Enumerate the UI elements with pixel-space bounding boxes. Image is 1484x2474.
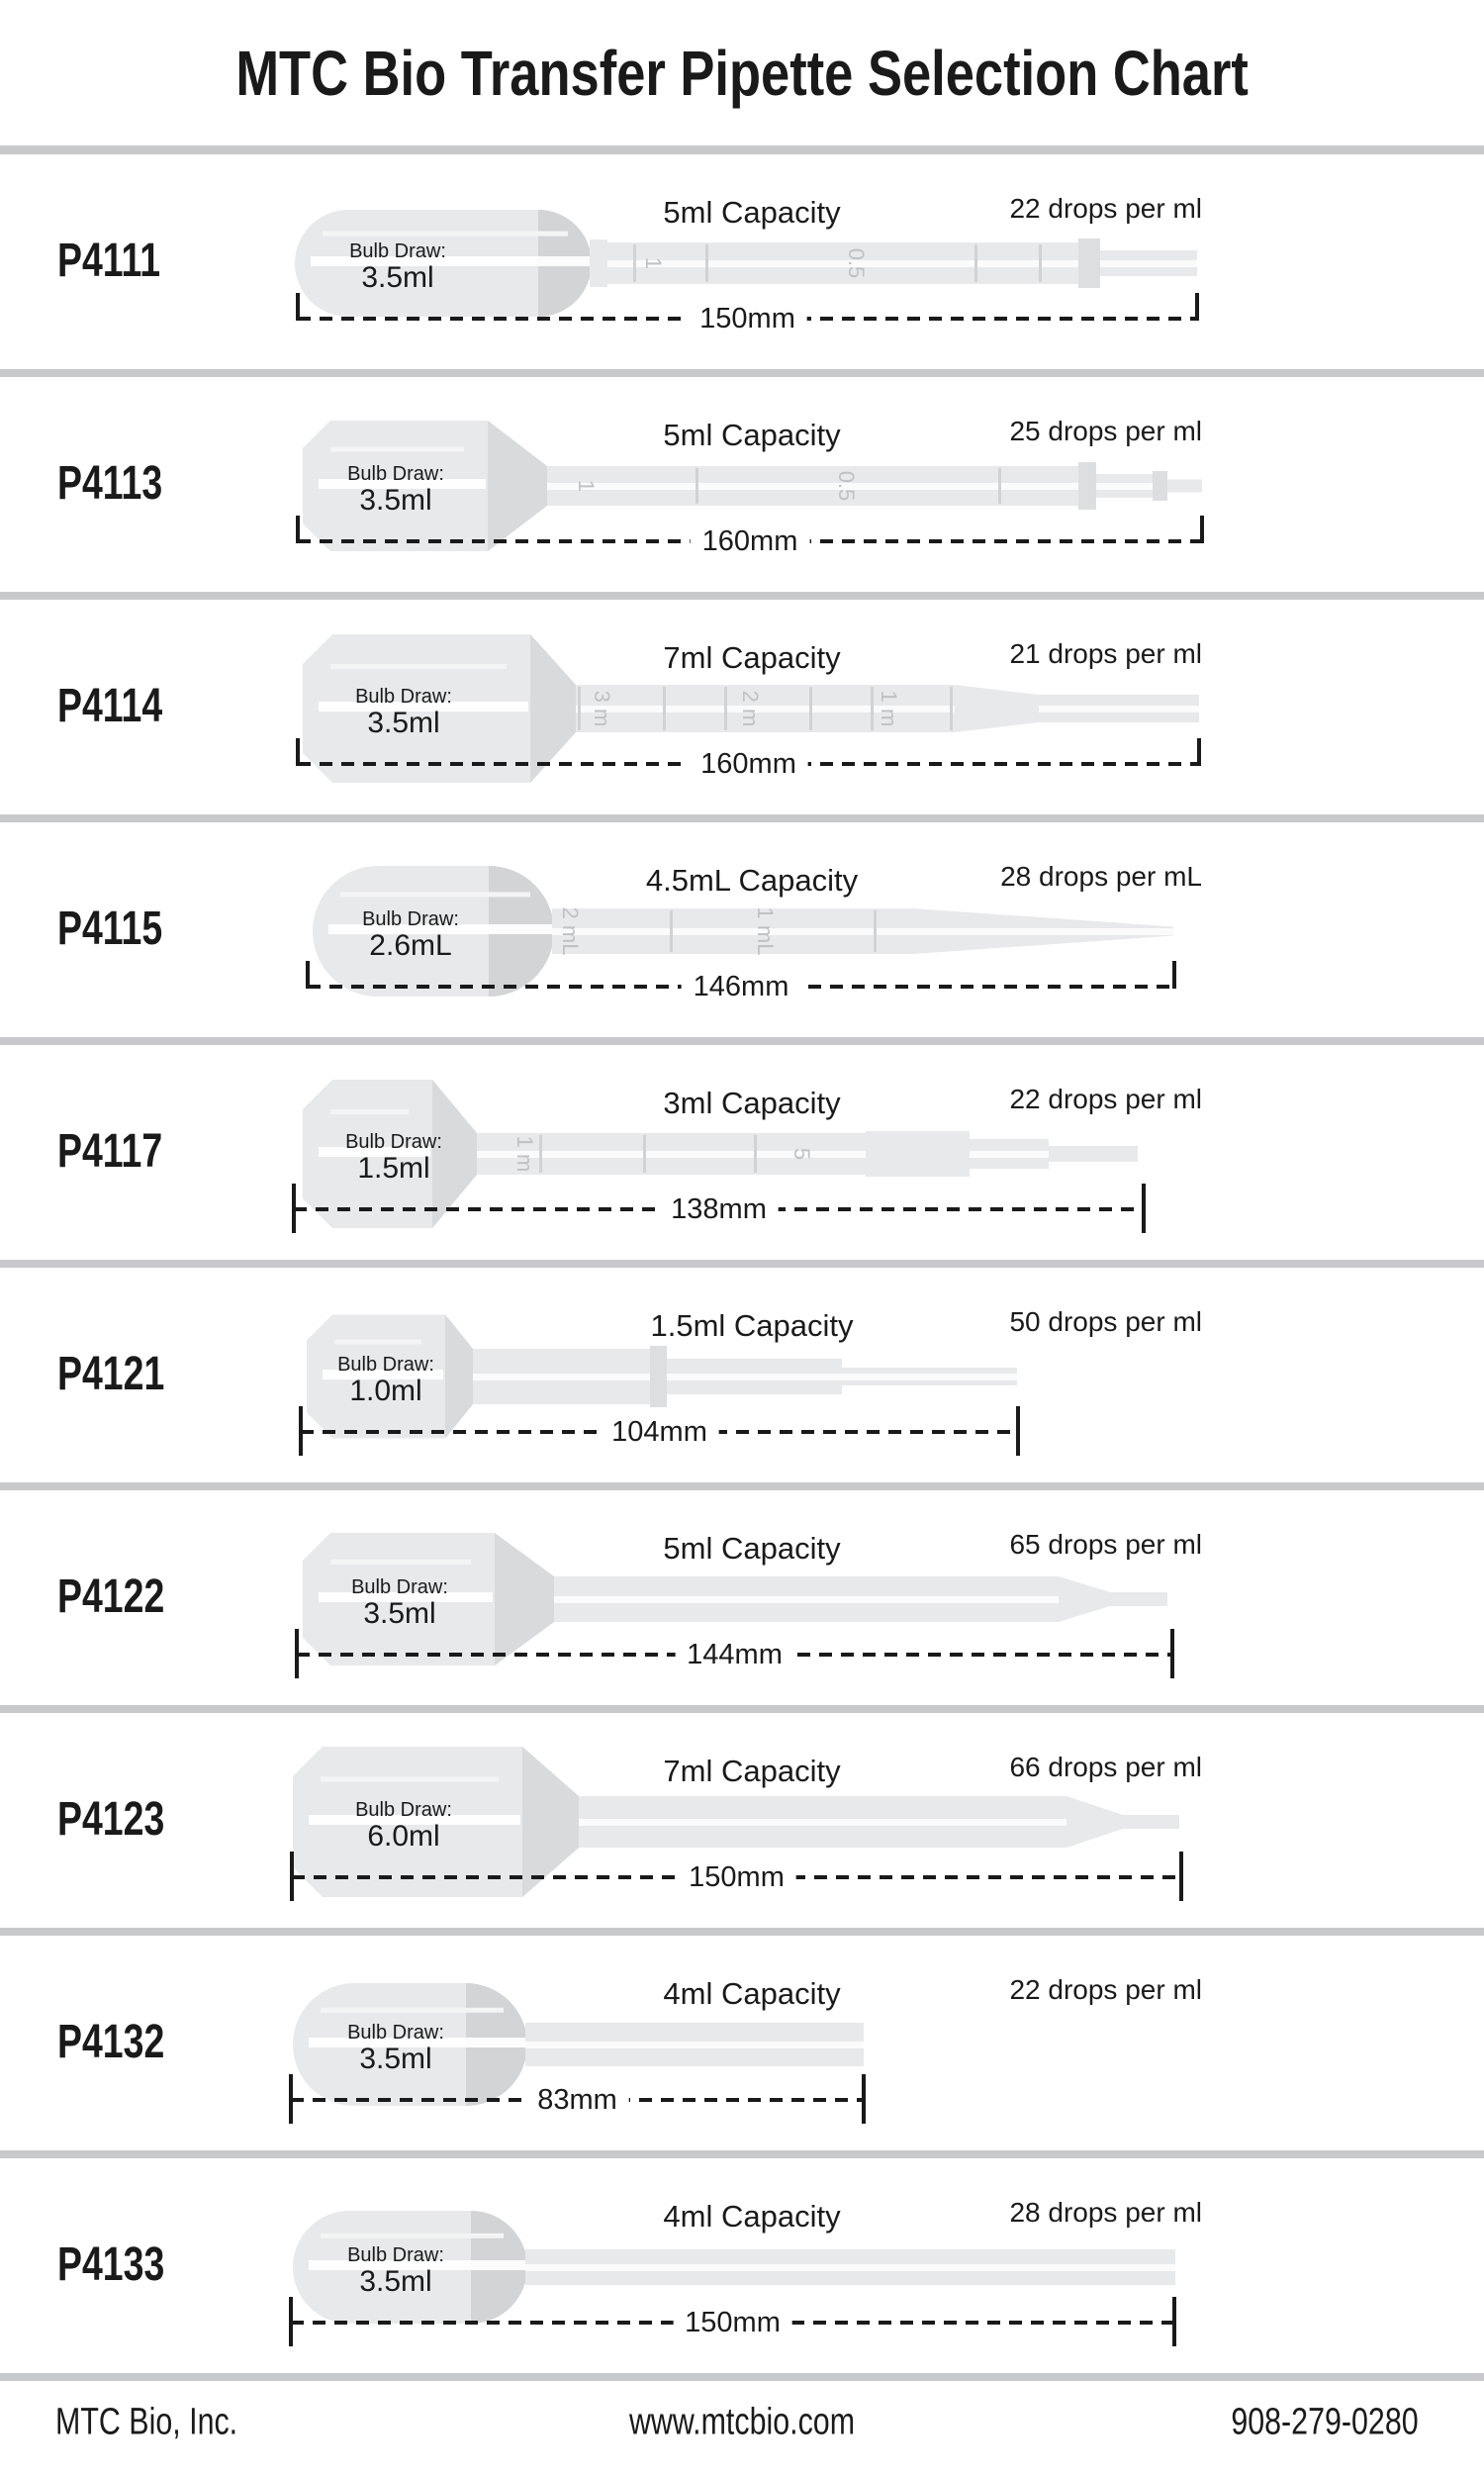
model-number: P4133 xyxy=(57,2238,165,2291)
pipette-row xyxy=(0,1713,1484,1936)
length-label: 138mm xyxy=(659,1191,779,1227)
model-number: P4123 xyxy=(57,1793,165,1846)
drops-per-ml-label: 65 drops per ml xyxy=(1009,1529,1202,1560)
bulb-draw-value: 1.0ml xyxy=(349,1375,422,1407)
drops-per-ml-label: 28 drops per mL xyxy=(1000,861,1202,892)
bulb-draw-label: Bulb Draw: xyxy=(349,240,446,262)
capacity-label: 5ml Capacity xyxy=(663,195,841,230)
capacity-label: 5ml Capacity xyxy=(663,1531,841,1566)
pipette-drawing xyxy=(0,1713,1484,1928)
bulb-draw xyxy=(282,463,510,517)
bulb-draw xyxy=(282,2022,510,2075)
drops-per-ml-label: 22 drops per ml xyxy=(1009,193,1202,224)
bulb-draw-label: Bulb Draw: xyxy=(347,463,444,485)
pipette-drawing xyxy=(0,1936,1484,2150)
bulb-draw-value: 6.0ml xyxy=(367,1820,440,1853)
bulb-draw-label: Bulb Draw: xyxy=(355,686,452,708)
length-label: 160mm xyxy=(691,523,810,559)
drops-per-ml-label: 50 drops per ml xyxy=(1009,1306,1202,1337)
model-number: P4115 xyxy=(57,903,163,955)
bulb-draw-value: 3.5ml xyxy=(359,2265,432,2298)
pipette-row xyxy=(0,1045,1484,1268)
svg-text:0.5: 0.5 xyxy=(834,470,859,502)
bulb-draw-value: 3.5ml xyxy=(367,707,440,739)
pipette-drawing xyxy=(0,2158,1484,2373)
pipette-drawing xyxy=(0,1490,1484,1705)
length-label: 83mm xyxy=(525,2082,629,2118)
svg-text:1 m: 1 m xyxy=(512,1135,537,1173)
length-label: 144mm xyxy=(675,1637,794,1672)
bulb-draw-label: Bulb Draw: xyxy=(345,1131,442,1153)
pipette-row xyxy=(0,154,1484,377)
model-number: P4114 xyxy=(57,680,163,732)
svg-text:1 mL: 1 mL xyxy=(753,906,778,956)
pipette-row xyxy=(0,1936,1484,2158)
bulb-draw xyxy=(282,2244,510,2298)
bulb-draw-value: 2.6mL xyxy=(369,929,452,962)
svg-text:3 m: 3 m xyxy=(590,690,614,727)
svg-text:1 m: 1 m xyxy=(877,690,901,727)
bulb-draw xyxy=(297,908,524,962)
bulb-draw xyxy=(280,1131,508,1185)
pipette-drawing xyxy=(0,822,1484,1037)
svg-text:5: 5 xyxy=(789,1147,814,1161)
length-label: 104mm xyxy=(600,1414,719,1450)
pipette-row xyxy=(0,1490,1484,1713)
svg-text:2 m: 2 m xyxy=(738,690,763,727)
bulb-draw xyxy=(290,686,517,739)
length-label: 146mm xyxy=(682,969,801,1004)
bulb-draw xyxy=(286,1576,513,1630)
pipette-drawing xyxy=(0,1045,1484,1260)
bulb-draw-value: 3.5ml xyxy=(359,2043,432,2075)
capacity-label: 4ml Capacity xyxy=(663,1976,841,2011)
pipette-row xyxy=(0,822,1484,1045)
drops-per-ml-label: 28 drops per ml xyxy=(1009,2197,1202,2228)
bulb-draw-label: Bulb Draw: xyxy=(351,1576,448,1598)
bulb-draw xyxy=(290,1799,517,1853)
pipette-drawing xyxy=(0,154,1484,369)
bulb-draw-value: 3.5ml xyxy=(361,261,434,294)
page-title: MTC Bio Transfer Pipette Selection Chart xyxy=(235,37,1249,109)
bulb-draw xyxy=(272,1354,500,1407)
drops-per-ml-label: 21 drops per ml xyxy=(1009,638,1202,669)
capacity-label: 3ml Capacity xyxy=(663,1086,841,1120)
pipette-rows xyxy=(0,154,1484,2381)
footer-website: www.mtcbio.com xyxy=(628,2401,856,2443)
pipette-row xyxy=(0,377,1484,600)
footer-phone: 908-279-0280 xyxy=(1231,2401,1419,2443)
model-number: P4113 xyxy=(57,457,163,510)
pipette-row xyxy=(0,1268,1484,1490)
svg-text:0.5: 0.5 xyxy=(844,247,869,279)
model-number: P4117 xyxy=(57,1125,163,1178)
bulb-draw-label: Bulb Draw: xyxy=(355,1799,452,1821)
bulb-draw-label: Bulb Draw: xyxy=(362,908,459,930)
length-label: 160mm xyxy=(689,746,808,782)
svg-text:2 mL: 2 mL xyxy=(558,906,583,956)
bulb-draw xyxy=(284,240,511,294)
bulb-draw-value: 3.5ml xyxy=(363,1597,436,1630)
bulb-draw-value: 1.5ml xyxy=(357,1152,430,1185)
pipette-drawing xyxy=(0,377,1484,592)
drops-per-ml-label: 66 drops per ml xyxy=(1009,1752,1202,1782)
capacity-label: 4ml Capacity xyxy=(663,2199,841,2234)
drops-per-ml-label: 25 drops per ml xyxy=(1009,416,1202,446)
bulb-draw-label: Bulb Draw: xyxy=(347,2022,444,2044)
model-number: P4122 xyxy=(57,1570,165,1623)
length-label: 150mm xyxy=(688,301,807,336)
drops-per-ml-label: 22 drops per ml xyxy=(1009,1084,1202,1114)
drops-per-ml-label: 22 drops per ml xyxy=(1009,1974,1202,2005)
footer xyxy=(0,2381,1484,2464)
capacity-label: 5ml Capacity xyxy=(663,418,841,452)
capacity-label: 7ml Capacity xyxy=(663,1754,841,1788)
svg-text:1: 1 xyxy=(574,479,599,493)
pipette-drawing xyxy=(0,1268,1484,1482)
bulb-draw-label: Bulb Draw: xyxy=(347,2244,444,2266)
capacity-label: 1.5ml Capacity xyxy=(650,1308,854,1343)
length-label: 150mm xyxy=(677,1859,796,1895)
capacity-label: 7ml Capacity xyxy=(663,640,841,675)
model-number: P4132 xyxy=(57,2016,165,2068)
bulb-draw-value: 3.5ml xyxy=(359,484,432,517)
svg-text:1: 1 xyxy=(641,256,666,270)
title-bar xyxy=(0,0,1484,154)
bulb-draw-label: Bulb Draw: xyxy=(337,1354,434,1376)
model-number: P4111 xyxy=(57,235,161,287)
model-number: P4121 xyxy=(57,1348,165,1400)
length-label: 150mm xyxy=(673,2305,792,2340)
footer-company: MTC Bio, Inc. xyxy=(55,2401,238,2443)
pipette-row xyxy=(0,2158,1484,2381)
pipette-row xyxy=(0,600,1484,822)
capacity-label: 4.5mL Capacity xyxy=(645,863,859,898)
pipette-drawing xyxy=(0,600,1484,814)
